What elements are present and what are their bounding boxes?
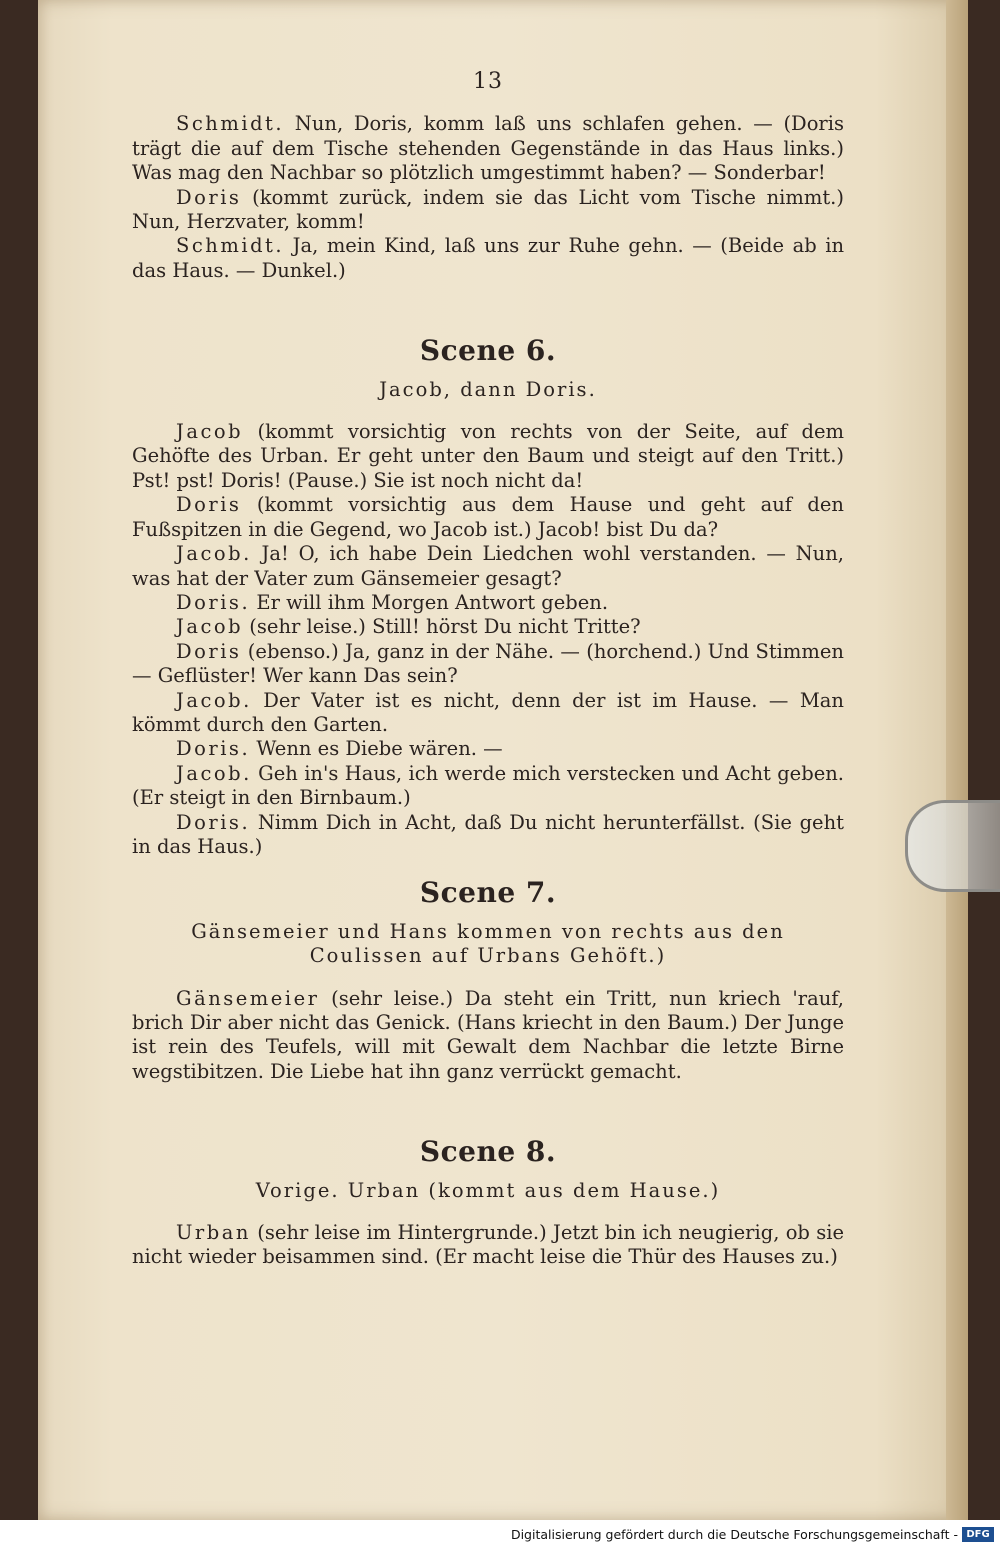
speaker-name: Jacob xyxy=(176,615,244,639)
dialogue-line xyxy=(132,762,844,811)
dialogue-line xyxy=(132,591,844,615)
line-text: (sehr leise.) Still! hörst Du nicht Tritte? xyxy=(249,615,641,639)
dialogue-line xyxy=(132,615,844,639)
dialogue-line xyxy=(132,1221,844,1270)
speaker-name: Doris. xyxy=(176,810,251,834)
speaker-name: Schmidt. xyxy=(176,112,285,136)
scene-heading: Scene 8. xyxy=(419,1135,557,1169)
dialogue-line xyxy=(132,493,844,542)
dialogue-line xyxy=(132,234,844,283)
page-text xyxy=(132,70,844,1270)
line-text: Wenn es Diebe wären. — xyxy=(256,737,503,761)
scene-heading: Scene 6. xyxy=(419,334,557,368)
line-text: (sehr leise im Hintergrunde.) Jetzt bin ich neugierig, ob sie nicht wieder beisammen sind. (Er macht leise die Thür des Hauses zu.) xyxy=(132,1221,844,1269)
dfg-logo: DFG xyxy=(962,1527,994,1542)
dialogue-line xyxy=(132,689,844,738)
speaker-name: Doris xyxy=(176,493,242,517)
speaker-name: Urban xyxy=(176,1221,251,1245)
speaker-name: Doris. xyxy=(176,590,251,614)
line-text: Der Vater ist es nicht, denn der ist im Hause. — Man kömmt durch den Garten. xyxy=(132,688,844,736)
line-text: Nun, Doris, komm laß uns schlafen gehen. — (Doris trägt die auf dem Tische stehenden Gegenstände in das Haus links.) Was mag den Nachbar so plötzlich umgestimmt haben? — Sonderbar! xyxy=(132,112,845,185)
scene-cast: Vorige. Urban (kommt aus dem Hause.) xyxy=(255,1178,721,1202)
line-text: Geh in's Haus, ich werde mich verstecken und Acht geben. (Er steigt in den Birnbaum.) xyxy=(132,761,844,810)
dialogue-line xyxy=(132,542,844,591)
line-text: Ja! O, ich habe Dein Liedchen wohl verstanden. — Nun, was hat der Vater zum Gänsemeier gesagt? xyxy=(132,542,844,590)
speaker-name: Gänsemeier xyxy=(176,986,320,1010)
speaker-name: Doris xyxy=(176,185,242,209)
dialogue-line xyxy=(132,640,844,689)
digitization-footer xyxy=(0,1520,1000,1549)
page-number: 13 xyxy=(473,69,503,94)
line-text: Er will ihm Morgen Antwort geben. xyxy=(256,590,609,614)
dialogue-line xyxy=(132,112,844,185)
dialogue-line xyxy=(132,987,844,1085)
line-text: Ja, mein Kind, laß uns zur Ruhe gehn. — (Beide ab in das Haus. — Dunkel.) xyxy=(132,234,845,282)
funding-credit: Digitalisierung gefördert durch die Deutsche Forschungsgemeinschaft - xyxy=(510,1527,958,1542)
line-text: (kommt vorsichtig aus dem Hause und geht auf den Fußspitzen in die Gegend, wo Jacob ist.) Jacob! bist Du da? xyxy=(132,493,844,541)
speaker-name: Doris xyxy=(176,639,242,663)
page-edge xyxy=(946,0,968,1520)
dialogue-line xyxy=(132,737,844,761)
scene-heading: Scene 7. xyxy=(419,876,557,910)
scene-cast: Gänsemeier und Hans kommen von rechts aus den Coulissen auf Urbans Gehöft.) xyxy=(191,919,785,968)
page-clip xyxy=(905,800,1000,892)
speaker-name: Jacob. xyxy=(176,542,252,566)
scene-cast: Jacob, dann Doris. xyxy=(379,377,597,401)
line-text: (kommt vorsichtig von rechts von der Seite, auf dem Gehöfte des Urban. Er geht unter den Baum und steigt auf den Tritt.) Pst! pst! Doris! (Pause.) Sie ist noch nicht da! xyxy=(132,420,844,492)
dialogue-line xyxy=(132,186,844,235)
dialogue-line xyxy=(132,420,844,493)
speaker-name: Schmidt. xyxy=(176,234,285,258)
line-text: (kommt zurück, indem sie das Licht vom Tische nimmt.) Nun, Herzvater, komm! xyxy=(132,185,844,234)
line-text: (sehr leise.) Da steht ein Tritt, nun kriech 'rauf, brich Dir aber nicht das Genick. (Hans kriecht in den Baum.) Der Junge ist rein des Teufels, will mit Gewalt dem Nachbar die letzte Birne wegstibitzen. Die Liebe hat ihn ganz verrückt gemacht. xyxy=(132,986,844,1083)
speaker-name: Jacob xyxy=(176,420,244,444)
line-text: (ebenso.) Ja, ganz in der Nähe. — (horchend.) Und Stimmen — Geflüster! Wer kann Das sein? xyxy=(132,639,844,688)
dialogue-line xyxy=(132,811,844,860)
speaker-name: Jacob. xyxy=(176,688,252,712)
line-text: Nimm Dich in Acht, daß Du nicht herunterfällst. (Sie geht in das Haus.) xyxy=(132,810,844,858)
speaker-name: Doris. xyxy=(176,737,251,761)
speaker-name: Jacob. xyxy=(176,761,252,785)
